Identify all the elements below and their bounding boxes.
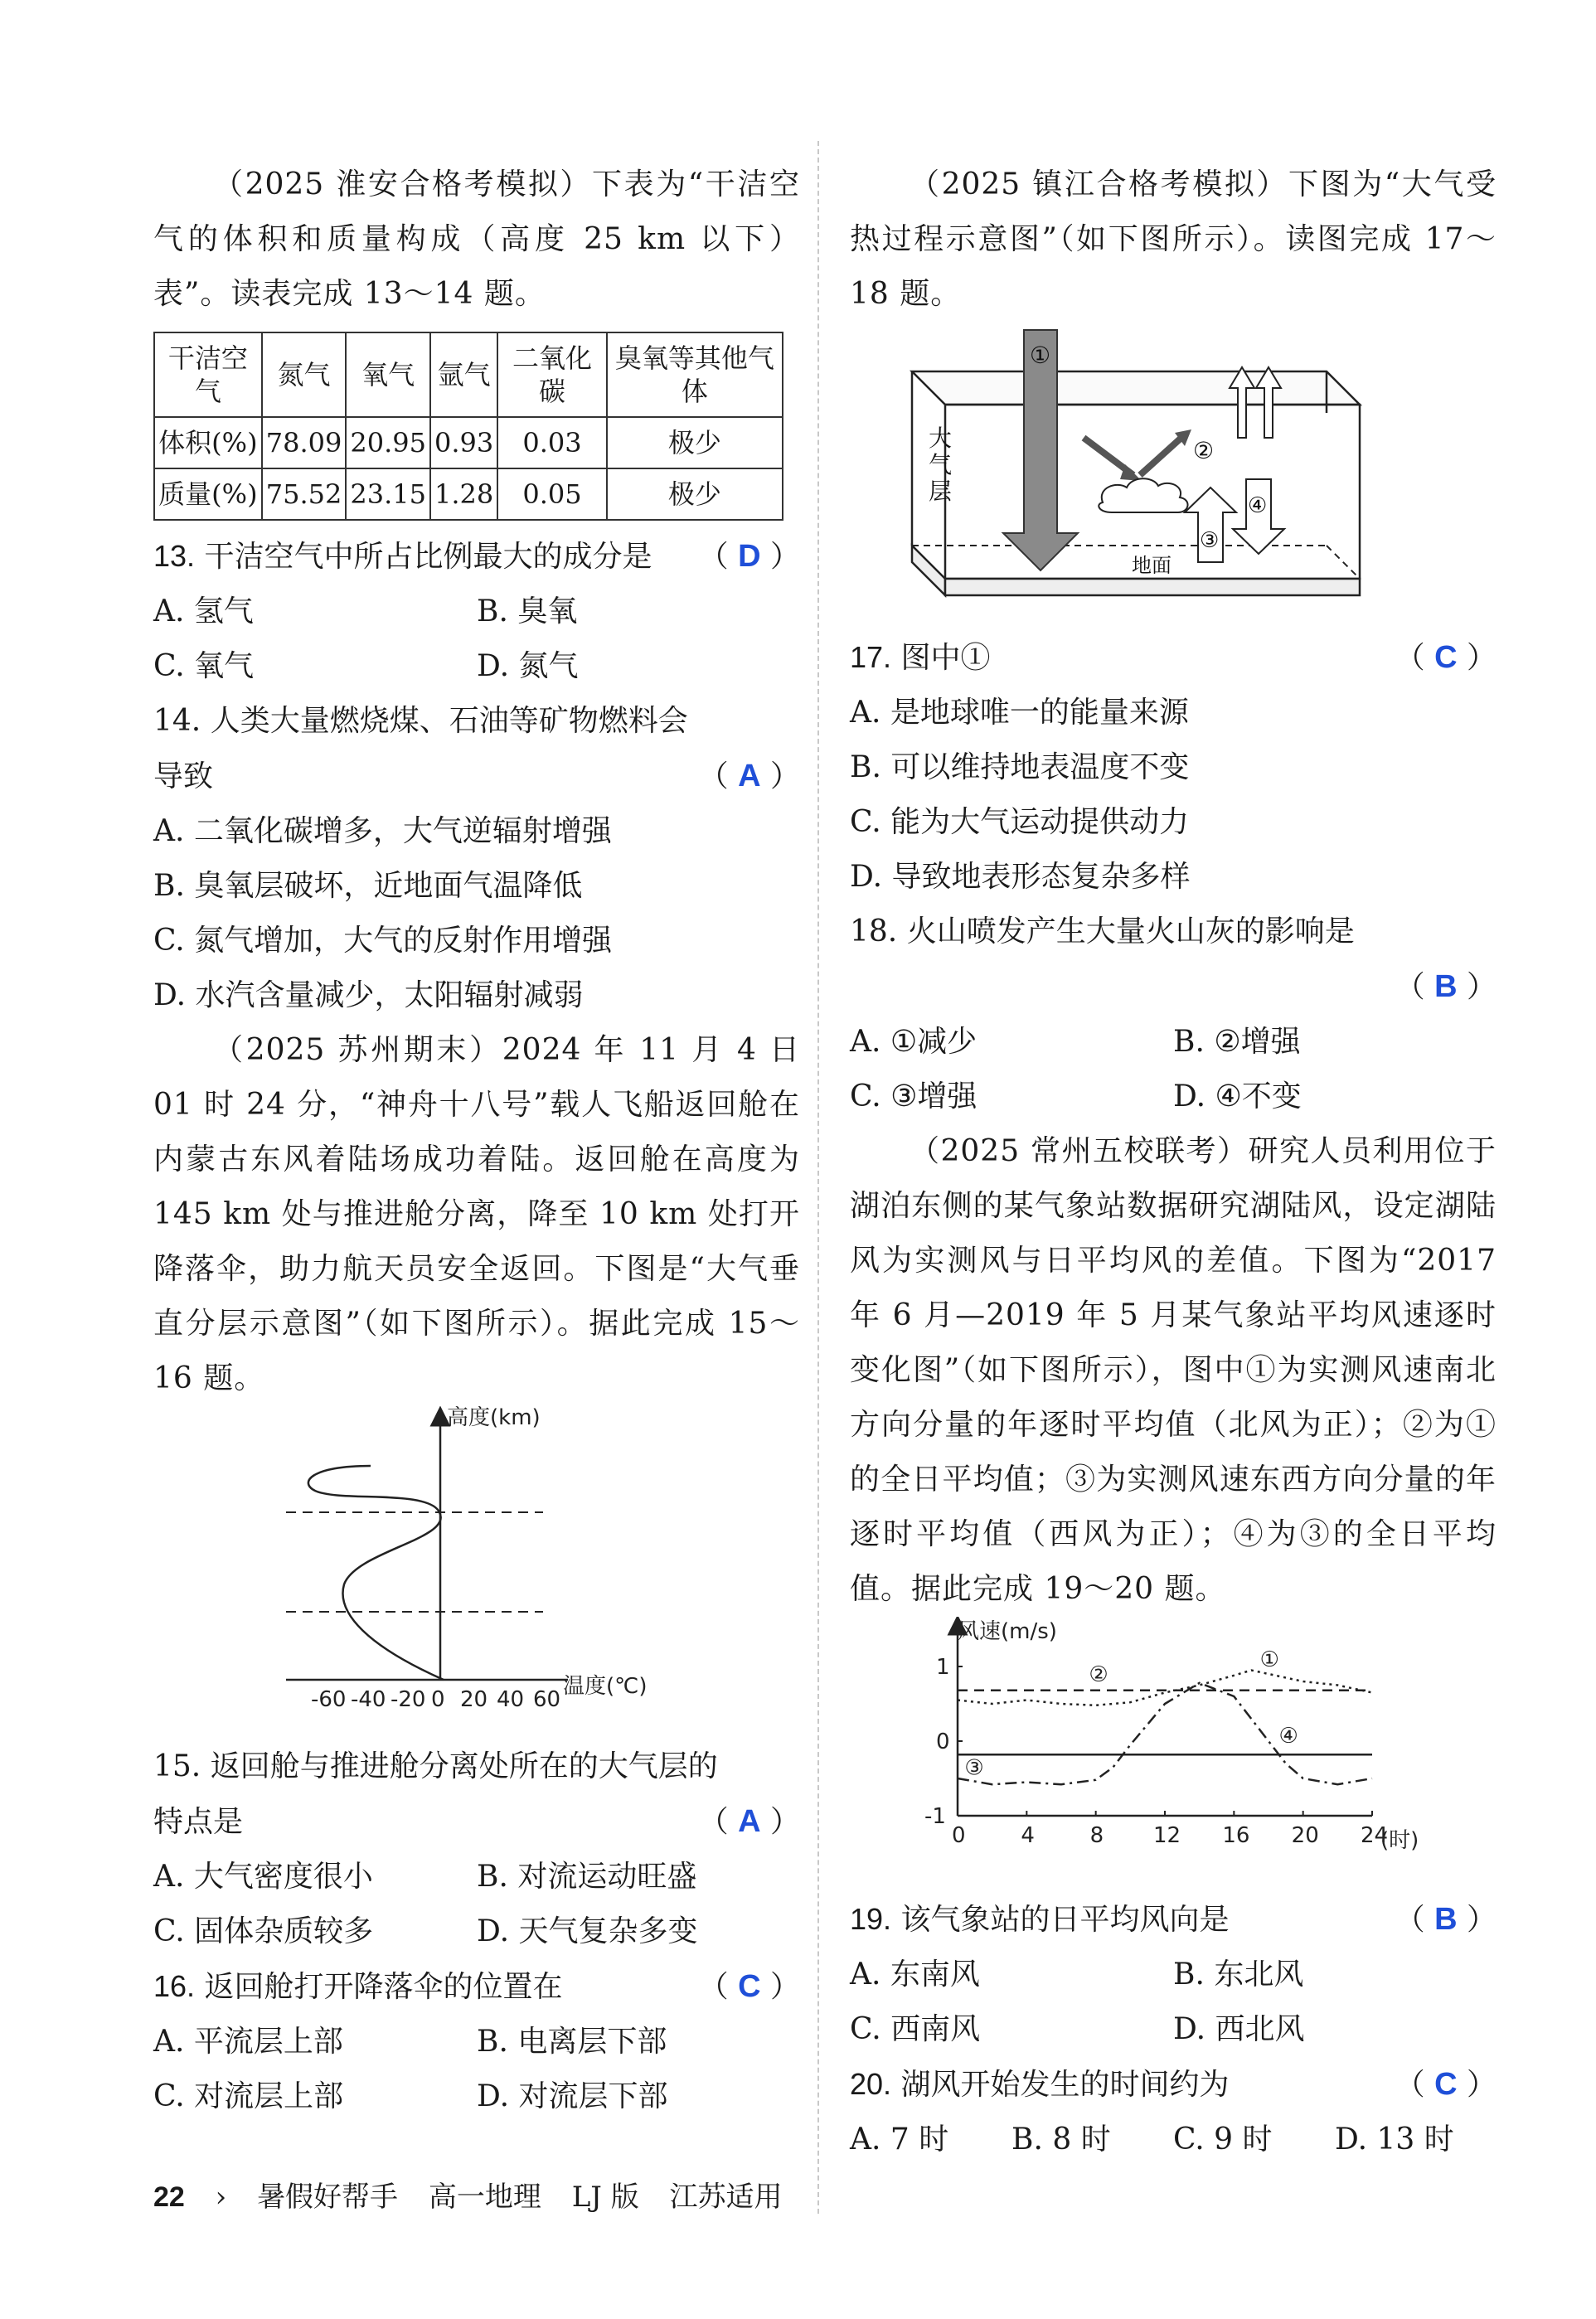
heating-process-diagram (850, 322, 1497, 612)
option: D. 对流层下部 (477, 2079, 668, 2113)
chart-y-label: 风速(m/s) (958, 1619, 1057, 1644)
book-title: 暑假好帮手 (257, 2181, 399, 2214)
intro-15-16: （2025 苏州期末）2024 年 11 月 4 日 01 时 24 分，“神舟十八号”载人飞船返回舱在内蒙古东风着陆场成功着陆。返回舱在高度为 145 km 处与推进舱分离，降至 10 km 处打开降落伞，助力航天员安全返回。下图是“大气垂直分层示意图”（如下图所示）。据此完成 15～16 题。 (153, 1033, 800, 1395)
question-text: 湖风开始发生的时间约为 (900, 2068, 1230, 2102)
wind-speed-chart (850, 1617, 1497, 1874)
option: B. 8 时 (1011, 2123, 1111, 2156)
layer-label-2: 气 (929, 451, 953, 478)
marker-2: ② (1193, 437, 1215, 464)
option: B. ②增强 (1173, 1025, 1301, 1059)
option: A. 大气密度很小 (153, 1860, 373, 1894)
answer-19: B (1434, 1902, 1458, 1937)
series-label-4: ④ (1278, 1723, 1298, 1749)
answer-17: C (1434, 640, 1458, 675)
table-cell: 78.09 (262, 417, 347, 468)
ground-side (912, 546, 945, 595)
x-tick-label: 40 (497, 1687, 525, 1712)
question-text: 导致 (153, 759, 214, 793)
table-row (154, 417, 783, 468)
question-text: 特点是 (153, 1805, 244, 1839)
layer-label-1: 大 (929, 425, 953, 452)
x-tick-label: 24 (1361, 1823, 1389, 1848)
question-19: 19. 该气象站的日平均风向是 （ B ） (850, 1902, 1497, 1937)
marker-4: ④ (1248, 493, 1268, 518)
option: C. ③增强 (850, 1079, 977, 1113)
question-15: 15. 返回舱与推进舱分离处所在的大气层的 特点是 （ A ） (153, 1739, 800, 1850)
answer-16: C (738, 1969, 761, 2004)
option: D. 天气复杂多变 (477, 1914, 698, 1948)
options-20 (850, 2113, 1497, 2167)
question-number: 16. (153, 1969, 196, 2003)
y-tick-label: -1 (924, 1804, 946, 1829)
x-tick-label: -20 (391, 1687, 426, 1712)
edition: LJ 版 (571, 2181, 639, 2214)
x-tick-label: -40 (351, 1687, 386, 1712)
table-row (154, 468, 783, 520)
table-cell: 0.03 (497, 417, 607, 468)
option: B. 臭氧 (477, 594, 578, 628)
question-number: 19. (850, 1902, 892, 1936)
left-column (153, 158, 800, 2124)
chart-x-label: (时) (1380, 1828, 1419, 1853)
table-header: 氩气 (430, 332, 497, 417)
table-header-row (154, 332, 783, 417)
layer-label-3: 层 (929, 478, 953, 505)
question-text: 返回舱与推进舱分离处所在的大气层的 (210, 1749, 718, 1783)
ground-edge (1327, 546, 1360, 579)
table-header: 臭氧等其他气体 (607, 332, 783, 417)
column-divider (817, 141, 819, 2214)
series-line-1 (958, 1671, 1372, 1705)
x-tick-label: 0 (952, 1823, 966, 1848)
intro-19-20: （2025 常州五校联考）研究人员利用位于湖泊东侧的某气象站数据研究湖陆风，设定湖陆风为实测风与日平均风的差值。下图为“2017 年 6 月—2019 年 5 月某气象站平均风速逐时变化图”（如下图所示），图中①为实测风速南北方向分量的年逐时平均值（北风为正）；②为①的全日平均值；③为实测风速东西方向分量的年逐时平均值（西风为正）；④为③的全日平均值。据此完成 19～20 题。 (850, 1134, 1497, 1606)
options-19 (850, 1948, 1497, 2057)
option: B. 电离层下部 (477, 2025, 667, 2059)
option: A. 是地球唯一的能量来源 (850, 696, 1189, 730)
table-cell: 0.93 (430, 417, 497, 468)
x-tick-label: -60 (311, 1687, 347, 1712)
table-header: 二氧化碳 (497, 332, 607, 417)
series-label-1: ① (1259, 1647, 1279, 1672)
question-number: 13. (153, 539, 196, 573)
option: C. 西南风 (850, 2012, 981, 2046)
atmosphere-layers-figure (153, 1406, 800, 1739)
x-tick-label: 16 (1222, 1823, 1250, 1848)
answer-18: B (1434, 969, 1458, 1004)
option: A. 平流层上部 (153, 2025, 343, 2059)
options-17 (850, 686, 1497, 905)
option: B. 可以维持地表温度不变 (850, 750, 1190, 784)
x-tick-labels (311, 1687, 560, 1712)
x-tick-label: 0 (431, 1687, 445, 1712)
option: A. 二氧化碳增多，大气逆辐射增强 (153, 814, 612, 848)
table-cell: 0.05 (497, 468, 607, 520)
option: D. 导致地表形态复杂多样 (850, 860, 1191, 894)
footer-arrow-icon: › (215, 2181, 227, 2214)
x-tick-label: 20 (1291, 1823, 1319, 1848)
options-13 (153, 585, 800, 694)
question-20: 20. 湖风开始发生的时间约为 （ C ） (850, 2067, 1497, 2102)
option: C. 9 时 (1173, 2123, 1273, 2156)
y-axis-label: 高度(km) (447, 1406, 541, 1430)
question-number: 18. (850, 915, 898, 948)
x-tick-label: 20 (460, 1687, 488, 1712)
options-15 (153, 1850, 800, 1959)
answer-13: D (738, 539, 761, 574)
table-cell: 75.52 (262, 468, 347, 520)
option: D. 氮气 (477, 649, 579, 683)
series-label-3: ③ (964, 1755, 984, 1781)
table-cell: 1.28 (430, 468, 497, 520)
box-top (912, 371, 1360, 405)
x-tick-label: 8 (1089, 1823, 1104, 1848)
options-18 (850, 1015, 1497, 1124)
intro-17-18: （2025 镇江合格考模拟）下图为“大气受热过程示意图”（如下图所示）。读图完成 17～18 题。 (850, 167, 1497, 311)
table-cell: 极少 (607, 468, 783, 520)
option: D. 西北风 (1173, 2012, 1305, 2046)
x-tick-label: 60 (533, 1687, 561, 1712)
option: D. ④不变 (1173, 1079, 1302, 1113)
option: B. 对流运动旺盛 (477, 1860, 697, 1894)
answer-20: C (1434, 2067, 1458, 2102)
series-line-3 (958, 1683, 1372, 1784)
question-text: 返回舱打开降落伞的位置在 (204, 1970, 563, 2004)
option: D. 13 时 (1335, 2123, 1454, 2156)
table-cell: 20.95 (346, 417, 430, 468)
table-header: 氧气 (346, 332, 430, 417)
marker-1: ① (1030, 342, 1051, 369)
question-18: 18. 火山喷发产生大量火山灰的影响是 （ B ） (850, 915, 1497, 1004)
heating-process-figure (850, 322, 1497, 630)
reflected-arrow (1140, 436, 1183, 475)
x-tick-label: 12 (1153, 1823, 1181, 1848)
option: A. 东南风 (850, 1958, 980, 1992)
option: C. 氧气 (153, 649, 255, 683)
page-footer (153, 2176, 804, 2218)
question-number: 15. (153, 1749, 201, 1783)
temperature-curve (308, 1466, 444, 1680)
subject: 高一地理 (428, 2181, 541, 2214)
page-number: 22 (153, 2181, 185, 2213)
table-cell: 质量(%) (154, 468, 262, 520)
option: A. ①减少 (850, 1025, 977, 1059)
option: B. 东北风 (1173, 1958, 1304, 1992)
question-text: 图中① (900, 641, 991, 675)
option: D. 水汽含量减少，太阳辐射减弱 (153, 978, 584, 1012)
table-header: 氮气 (262, 332, 347, 417)
atmosphere-layers-diagram (153, 1406, 800, 1721)
wind-speed-chart-figure (850, 1617, 1497, 1892)
option: C. 能为大气运动提供动力 (850, 805, 1190, 839)
question-14: 14. 人类大量燃烧煤、石油等矿物燃料会 导致 （ A ） (153, 694, 800, 804)
air-composition-table (153, 332, 783, 521)
ground-label: 地面 (1132, 554, 1172, 577)
options-14 (153, 804, 800, 1023)
question-number: 17. (850, 640, 892, 674)
x-tick-label: 4 (1021, 1823, 1035, 1848)
intro-13-14: （2025 淮安合格考模拟）下表为“干洁空气的体积和质量构成（高度 25 km 以下）表”。读表完成 13～14 题。 (153, 167, 800, 311)
question-number: 14. (153, 704, 201, 738)
question-13: 13. 干洁空气中所占比例最大的成分是 （ D ） (153, 539, 800, 574)
options-16 (153, 2015, 800, 2124)
region: 江苏适用 (669, 2181, 783, 2214)
chart-plot (924, 1625, 1388, 1848)
cloud-icon (1099, 478, 1187, 512)
question-text: 该气象站的日平均风向是 (900, 1903, 1230, 1937)
table-cell: 23.15 (346, 468, 430, 520)
option: C. 对流层上部 (153, 2079, 344, 2113)
question-17: 17. 图中① （ C ） (850, 640, 1497, 675)
series-label-2: ② (1089, 1662, 1108, 1687)
x-axis-label: 温度(℃) (563, 1674, 648, 1699)
table-cell: 体积(%) (154, 417, 262, 468)
y-tick-label: 0 (936, 1730, 950, 1754)
question-text: 火山喷发产生大量火山灰的影响是 (906, 915, 1355, 948)
option: A. 氢气 (153, 594, 254, 628)
right-column (850, 158, 1497, 2167)
y-tick-label: 1 (936, 1655, 950, 1680)
question-text: 人类大量燃烧煤、石油等矿物燃料会 (210, 704, 688, 738)
table-header: 干洁空气 (154, 332, 262, 417)
option: B. 臭氧层破坏，近地面气温降低 (153, 869, 583, 903)
option: C. 固体杂质较多 (153, 1914, 374, 1948)
question-number: 20. (850, 2067, 892, 2101)
marker-3: ③ (1200, 528, 1220, 553)
answer-15: A (738, 1804, 761, 1839)
table-cell: 极少 (607, 417, 783, 468)
ground-slab (945, 579, 1360, 595)
question-16: 16. 返回舱打开降落伞的位置在 （ C ） (153, 1969, 800, 2004)
option: C. 氮气增加，大气的反射作用增强 (153, 924, 613, 958)
answer-14: A (738, 759, 761, 793)
option: A. 7 时 (850, 2123, 949, 2156)
question-text: 干洁空气中所占比例最大的成分是 (204, 540, 652, 574)
